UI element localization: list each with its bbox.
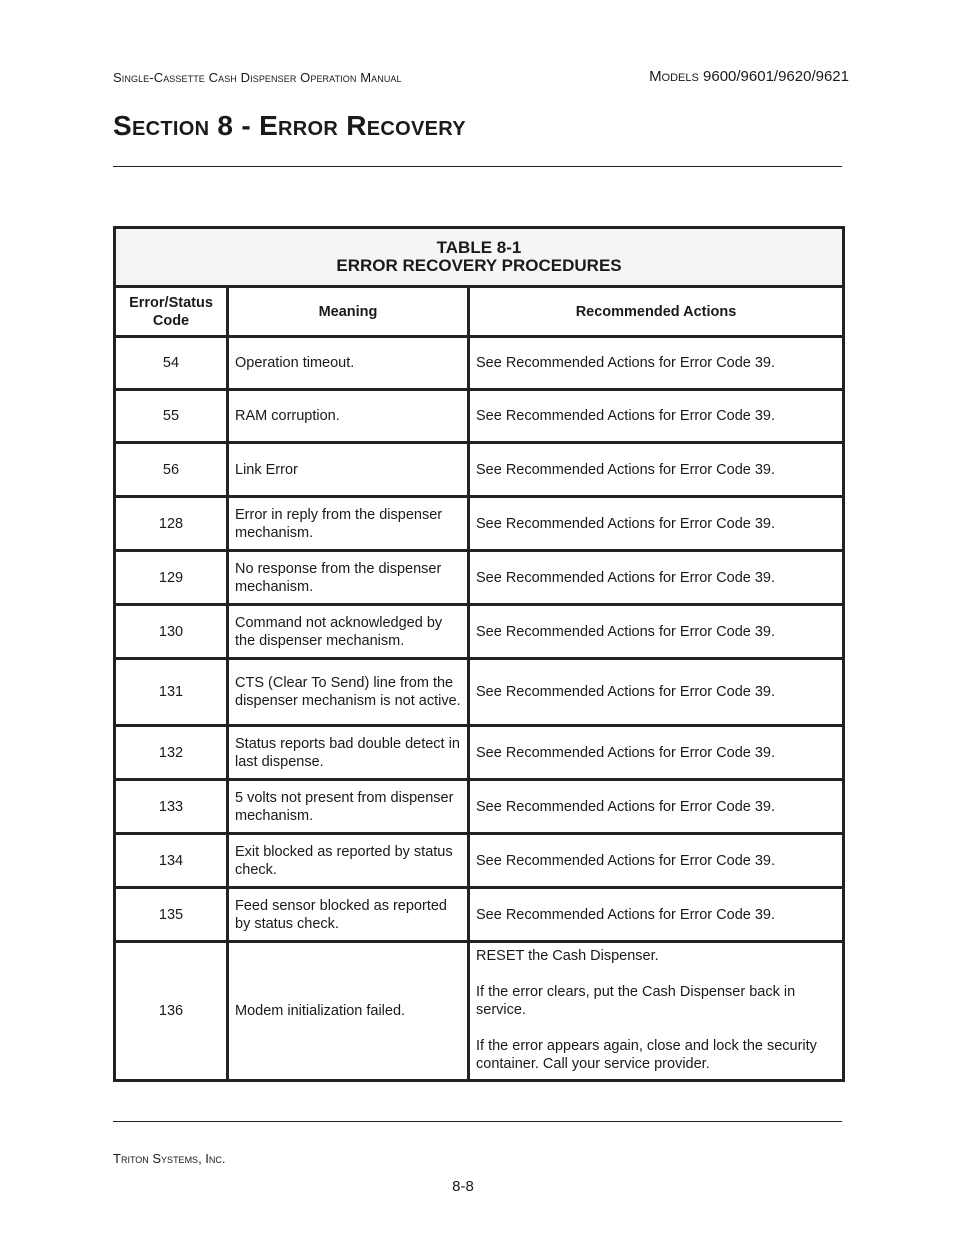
error-meaning: 5 volts not present from dispenser mechanism. — [228, 780, 469, 834]
action-step-call-provider: If the error appears again, close and lock the security container. Call your service provider. — [476, 1038, 817, 1072]
running-header-models: Models 9600/9601/9620/9621 — [649, 68, 849, 85]
action-step-clears: If the error clears, put the Cash Dispenser back in service. — [476, 984, 796, 1018]
recommended-action: See Recommended Actions for Error Code 39. — [469, 726, 844, 780]
error-meaning: Link Error — [228, 443, 469, 497]
table-row — [115, 888, 844, 942]
table-row — [115, 659, 844, 726]
recommended-action: See Recommended Actions for Error Code 39. — [469, 780, 844, 834]
recommended-action: See Recommended Actions for Error Code 39. — [469, 659, 844, 726]
error-meaning: No response from the dispenser mechanism. — [228, 551, 469, 605]
recommended-action: See Recommended Actions for Error Code 39. — [469, 551, 844, 605]
error-code: 55 — [115, 390, 228, 443]
error-code: 128 — [115, 497, 228, 551]
table-row — [115, 551, 844, 605]
error-meaning: RAM corruption. — [228, 390, 469, 443]
header-divider — [113, 166, 842, 167]
error-code: 132 — [115, 726, 228, 780]
table-row — [115, 337, 844, 390]
error-code: 134 — [115, 834, 228, 888]
recommended-action: See Recommended Actions for Error Code 39. — [469, 605, 844, 659]
table-row — [115, 942, 844, 1081]
table-row — [115, 443, 844, 497]
table-number: TABLE 8-1 — [436, 238, 522, 257]
recommended-action: See Recommended Actions for Error Code 39. — [469, 834, 844, 888]
error-code: 131 — [115, 659, 228, 726]
error-recovery-table — [113, 226, 845, 1082]
running-header-title: Single-Cassette Cash Dispenser Operation Manual — [113, 70, 402, 85]
column-header-code: Error/Status Code — [115, 287, 228, 337]
error-meaning: Modem initialization failed. — [228, 942, 469, 1081]
table-title: ERROR RECOVERY PROCEDURES — [336, 256, 622, 275]
error-meaning: Operation timeout. — [228, 337, 469, 390]
error-code: 133 — [115, 780, 228, 834]
recommended-action: See Recommended Actions for Error Code 39. — [469, 337, 844, 390]
error-code: 130 — [115, 605, 228, 659]
error-code: 129 — [115, 551, 228, 605]
error-meaning: Error in reply from the dispenser mechanism. — [228, 497, 469, 551]
error-code: 136 — [115, 942, 228, 1081]
table-row — [115, 834, 844, 888]
recommended-action: See Recommended Actions for Error Code 39. — [469, 443, 844, 497]
footer-company: Triton Systems, Inc. — [113, 1151, 226, 1166]
table-row — [115, 390, 844, 443]
action-step-reset: RESET the Cash Dispenser. — [476, 948, 659, 964]
column-header-meaning: Meaning — [228, 287, 469, 337]
error-code: 54 — [115, 337, 228, 390]
footer-divider — [113, 1121, 842, 1122]
table-row — [115, 497, 844, 551]
column-header-actions: Recommended Actions — [469, 287, 844, 337]
table-row — [115, 605, 844, 659]
recommended-action — [469, 942, 844, 1081]
table-row — [115, 780, 844, 834]
error-meaning: Feed sensor blocked as reported by status check. — [228, 888, 469, 942]
table-caption — [115, 228, 844, 287]
table-body — [115, 337, 844, 942]
recommended-action: See Recommended Actions for Error Code 39. — [469, 497, 844, 551]
table-row — [115, 726, 844, 780]
error-meaning: Exit blocked as reported by status check. — [228, 834, 469, 888]
error-meaning: Command not acknowledged by the dispenser mechanism. — [228, 605, 469, 659]
error-meaning: Status reports bad double detect in last dispense. — [228, 726, 469, 780]
section-title: Section 8 - Error Recovery — [113, 110, 466, 141]
page-number: 8-8 — [452, 1178, 474, 1195]
recommended-action: See Recommended Actions for Error Code 39. — [469, 888, 844, 942]
error-meaning: CTS (Clear To Send) line from the dispenser mechanism is not active. — [228, 659, 469, 726]
recommended-action: See Recommended Actions for Error Code 39. — [469, 390, 844, 443]
error-code: 56 — [115, 443, 228, 497]
table-header-row — [115, 287, 844, 337]
error-code: 135 — [115, 888, 228, 942]
